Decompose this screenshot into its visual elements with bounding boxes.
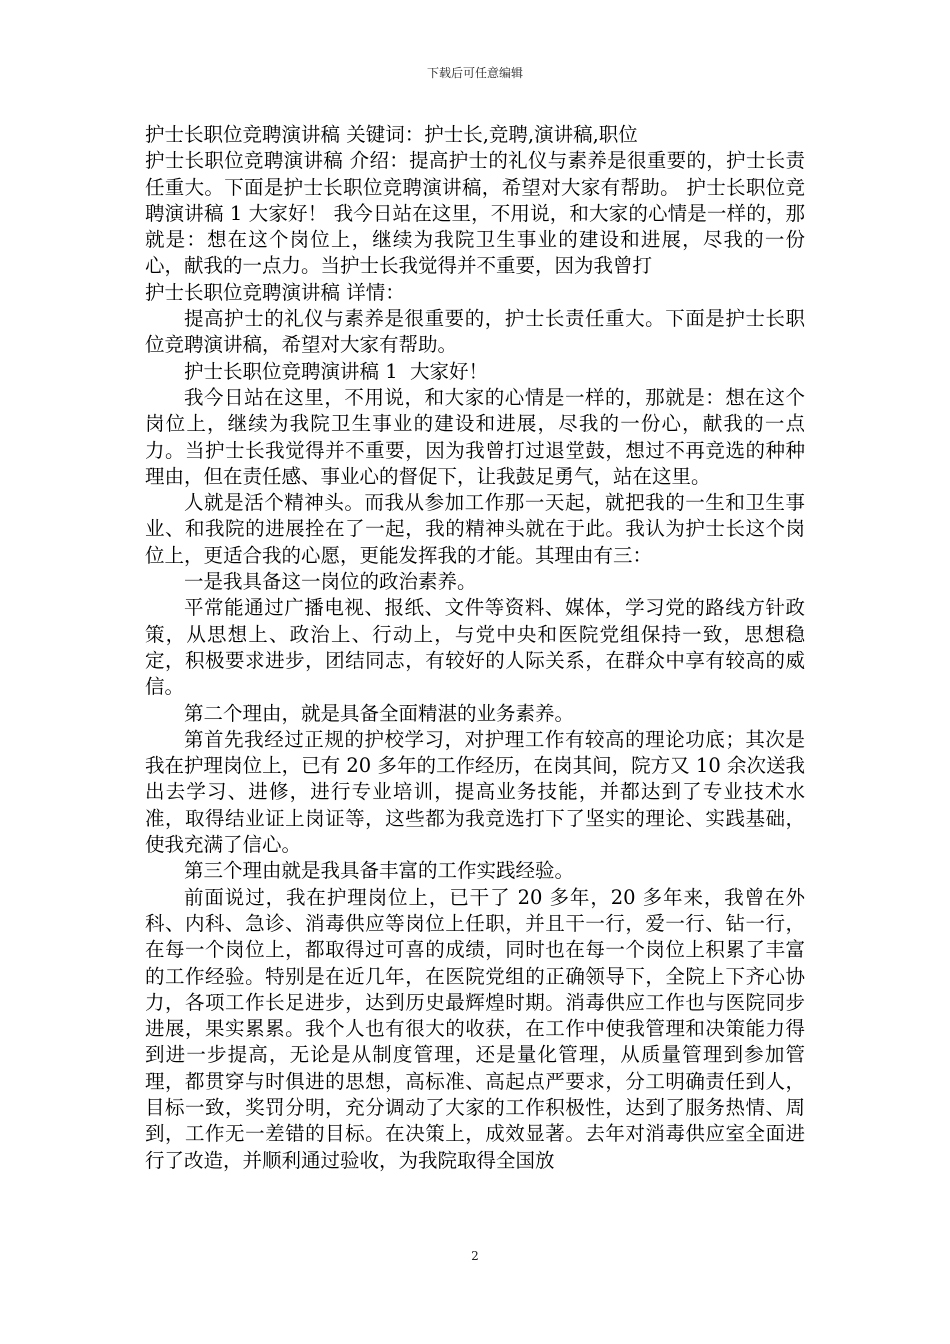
- paragraph: 人就是活个精神头。而我从参加工作那一天起，就把我的一生和卫生事业、和我院的进展拴在了一起，我的精神头就在于此。我认为护士长这个岗位上，更适合我的心愿，更能发挥我的才能。其理由有三：: [145, 491, 805, 567]
- keywords-line: 护士长职位竞聘演讲稿 关键词：护士长,竞聘,演讲稿,职位: [145, 123, 638, 146]
- page-header: 下载后可任意编辑: [426, 66, 523, 80]
- paragraph: 第首先我经过正规的护校学习，对护理工作有较高的理论功底；其次是我在护理岗位上，已有 20 多年的工作经历，在岗其间，院方又 10 余次送我出去学习、进修，进行专业培训，提高业务技能，并都达到了专业技术水准，取得结业证上岗证等，这些都为我竞选打下了坚实的理论、实践基础，使我充满了信心。: [145, 727, 805, 857]
- paragraph: 第二个理由，就是具备全面精湛的业务素养。: [184, 701, 575, 725]
- paragraph: 第三个理由就是我具备丰富的工作实践经验。: [184, 859, 575, 883]
- paragraph: 平常能通过广播电视、报纸、文件等资料、媒体，学习党的路线方针政策，从思想上、政治上、行动上，与党中央和医院党组保持一致，思想稳定，积极要求进步，团结同志，有较好的人际关系，在群众中享有较高的威信。: [145, 596, 805, 699]
- page-number: 2: [471, 1249, 479, 1263]
- paragraph: 一是我具备这一岗位的政治素养。: [184, 570, 477, 594]
- intro-line: 护士长职位竞聘演讲稿 介绍：提高护士的礼仪与素养是很重要的，护士长责任重大。下面是护士长职位竞聘演讲稿，希望对大家有帮助。 护士长职位竞聘演讲稿 1 大家好！ 我今日站在这里，不用说，和大家的心情是一样的，那就是：想在这个岗位上，继续为我院卫生事业的建设和进展，尽我的一份心，献我的一点力。当护士长我觉得并不重要，因为我曾打: [145, 149, 805, 278]
- details-line: 护士长职位竞聘演讲稿 详情：: [145, 280, 405, 304]
- paragraph: 我今日站在这里，不用说，和大家的心情是一样的，那就是：想在这个岗位上，继续为我院卫生事业的建设和进展，尽我的一份心，献我的一点力。当护士长我觉得并不重要，因为我曾打过退堂鼓，想过不再竞选的种种理由，但在责任感、事业心的督促下，让我鼓足勇气，站在这里。: [145, 385, 805, 488]
- paragraph: 提高护士的礼仪与素养是很重要的，护士长责任重大。下面是护士长职位竞聘演讲稿，希望对大家有帮助。: [145, 307, 805, 357]
- document-body: [145, 122, 805, 1174]
- paragraph: 护士长职位竞聘演讲稿 1 大家好！: [184, 359, 489, 383]
- paragraph: 前面说过，我在护理岗位上，已干了 20 多年，20 多年来，我曾在外科、内科、急诊、消毒供应等岗位上任职，并且干一行，爱一行、钻一行，在每一个岗位上，都取得过可喜的成绩，同时也在每一个岗位上积累了丰富的工作经验。特别是在近几年，在医院党组的正确领导下，全院上下齐心协力，各项工作长足进步，达到历史最辉煌时期。消毒供应工作也与医院同步进展，果实累累。我个人也有很大的收获，在工作中使我管理和决策能力得到进一步提高，无论是从制度管理，还是量化管理，从质量管理到参加管理，都贯穿与时俱进的思想，高标准、高起点严要求，分工明确责任到人，目标一致，奖罚分明，充分调动了大家的工作积极性，达到了服务热情、周到，工作无一差错的目标。在决策上，成效显著。去年对消毒供应室全面进行了改造，并顺利通过验收，为我院取得全国放: [145, 885, 805, 1172]
